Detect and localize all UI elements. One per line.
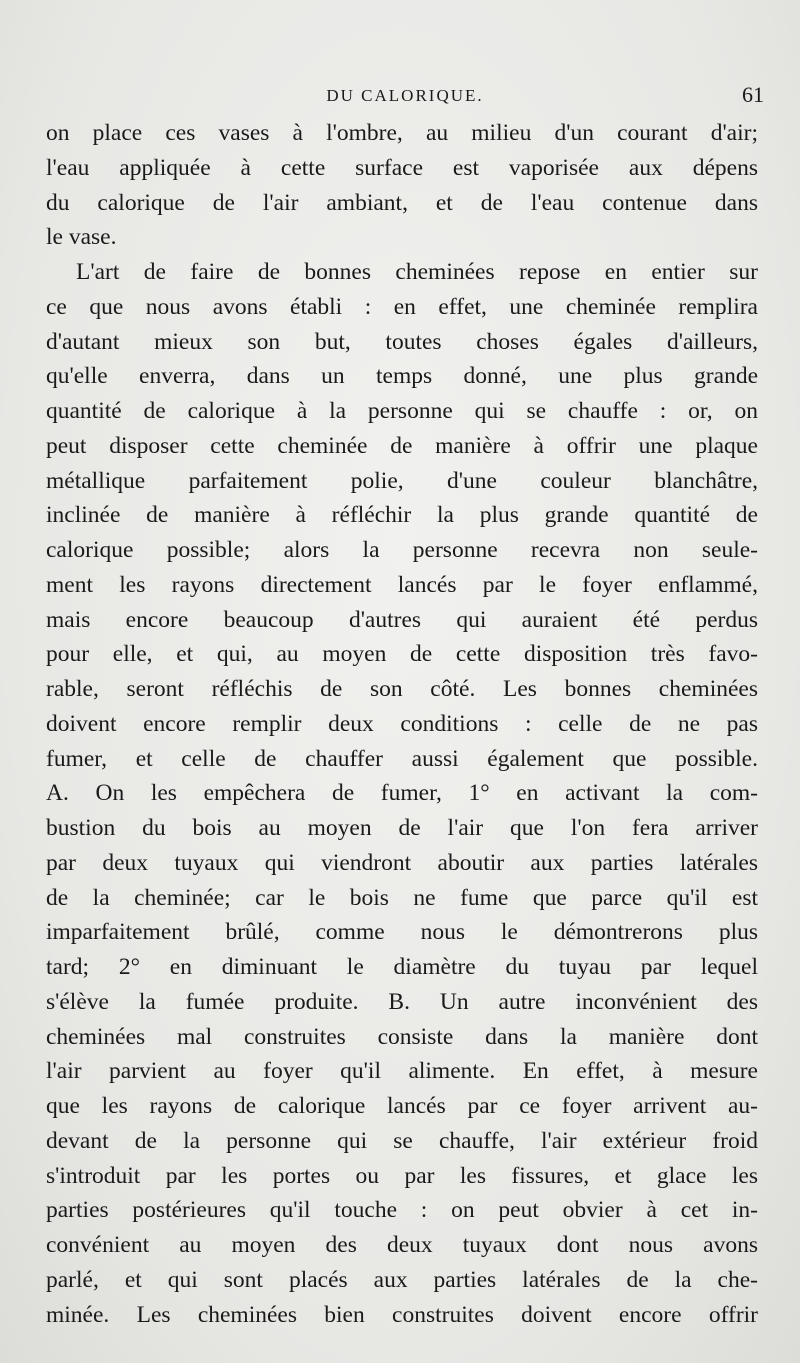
text-line: tard; 2° en diminuant le diamètre du tuyau par lequel bbox=[46, 954, 758, 980]
text-line: que les rayons de calorique lancés par ce foyer arrivent au- bbox=[46, 1093, 758, 1119]
text-line: A. On les empêchera de fumer, 1° en activant la com- bbox=[46, 780, 758, 807]
text-line: convénient au moyen des deux tuyaux dont nous avons bbox=[46, 1232, 758, 1258]
text-line: ce que nous avons établi : en effet, une cheminée remplira bbox=[46, 293, 758, 320]
text-line: métallique parfaitement polie, d'une couleur blanchâtre, bbox=[46, 467, 758, 494]
text-line: bustion du bois au moyen de l'air que l'on fera arriver bbox=[46, 815, 758, 841]
text-line: on place ces vases à l'ombre, au milieu d'un courant d'air; bbox=[46, 120, 758, 146]
text-line: s'introduit par les portes ou par les fissures, et glace les bbox=[46, 1162, 758, 1189]
text-line: calorique possible; alors la personne recevra non seule- bbox=[46, 537, 758, 563]
text-line: fumer, et celle de chauffer aussi également que possible. bbox=[46, 745, 758, 772]
text-line: imparfaitement brûlé, comme nous le démontrerons plus bbox=[46, 919, 758, 946]
text-line: devant de la personne qui se chauffe, l'air extérieur froid bbox=[46, 1127, 758, 1154]
text-line: pour elle, et qui, au moyen de cette disposition très favo- bbox=[46, 641, 758, 668]
text-line: minée. Les cheminées bien construites doivent encore offrir bbox=[46, 1301, 758, 1328]
text-line: parlé, et qui sont placés aux parties latérales de la che- bbox=[46, 1266, 758, 1293]
text-line: mais encore beaucoup d'autres qui auraient été perdus bbox=[46, 606, 758, 633]
text-line: L'art de faire de bonnes cheminées repose en entier sur bbox=[76, 259, 758, 285]
text-line: de la cheminée; car le bois ne fume que parce qu'il est bbox=[46, 884, 758, 911]
text-line: cheminées mal construites consiste dans la manière dont bbox=[46, 1023, 758, 1050]
text-line: quantité de calorique à la personne qui se chauffe : or, on bbox=[46, 398, 758, 424]
text-line: rable, seront réfléchis de son côté. Les bonnes cheminées bbox=[46, 676, 758, 702]
text-line: l'air parvient au foyer qu'il alimente. En effet, à mesure bbox=[46, 1058, 758, 1085]
text-line: s'élève la fumée produite. B. Un autre inconvénient des bbox=[46, 988, 758, 1015]
text-line: peut disposer cette cheminée de manière à offrir une plaque bbox=[46, 432, 758, 459]
page-header bbox=[46, 84, 764, 108]
text-line: ment les rayons directement lancés par le foyer enflammé, bbox=[46, 571, 758, 598]
text-line: inclinée de manière à réfléchir la plus grande quantité de bbox=[46, 502, 758, 529]
page-number: 61 bbox=[742, 82, 764, 107]
text-line: par deux tuyaux qui viendront aboutir aux parties latérales bbox=[46, 849, 758, 876]
text-line: l'eau appliquée à cette surface est vaporisée aux dépens bbox=[46, 154, 758, 181]
text-line: doivent encore remplir deux conditions : celle de ne pas bbox=[46, 710, 758, 737]
text-line: du calorique de l'air ambiant, et de l'eau contenue dans bbox=[46, 189, 758, 216]
body-text bbox=[46, 116, 758, 1332]
text-line: parties postérieures qu'il touche : on peut obvier à cet in- bbox=[46, 1197, 758, 1224]
text-line: le vase. bbox=[46, 224, 117, 251]
text-line: d'autant mieux son but, toutes choses égales d'ailleurs, bbox=[46, 328, 758, 355]
running-head: DU CALORIQUE. bbox=[326, 86, 484, 105]
text-line: qu'elle enverra, dans un temps donné, une plus grande bbox=[46, 363, 758, 390]
